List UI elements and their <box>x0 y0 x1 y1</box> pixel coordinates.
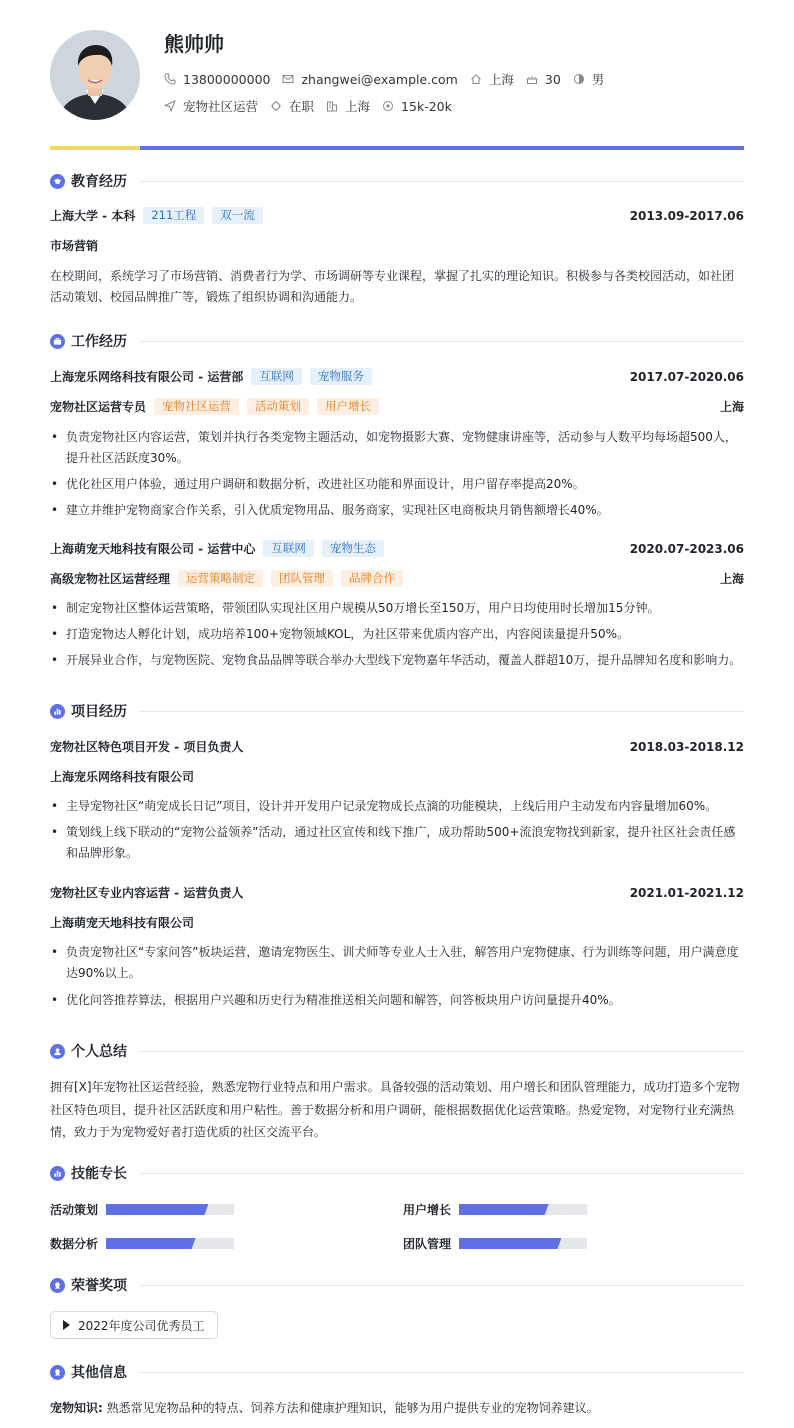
work-bullet: • 打造宠物达人孵化计划，成功培养100+宠物领域KOL，为社区带来优质内容产出，内容阅读量提升50%。 <box>50 624 744 645</box>
role-tag: 运营策略制定 <box>178 570 263 587</box>
age-text: 30 <box>544 71 561 87</box>
work-bullet: • 开展异业合作，与宠物医院、宠物食品品牌等联合举办大型线下宠物嘉年华活动，覆盖人群超10万，提升品牌知名度和影响力。 <box>50 650 744 671</box>
target-position-text: 宠物社区运营 <box>183 99 259 114</box>
skill-level-fill <box>459 1204 549 1215</box>
skills-chart-icon <box>50 1166 65 1181</box>
skill-name: 数据分析 <box>50 1237 99 1251</box>
summary-section-header <box>50 1041 744 1061</box>
age-item <box>526 72 561 87</box>
accent-bar-yellow <box>50 146 140 150</box>
target-city-text: 上海 <box>345 99 371 114</box>
other-section-title: 其他信息 <box>71 1365 127 1381</box>
user-icon <box>50 1044 65 1059</box>
award-item[interactable] <box>50 1311 218 1339</box>
project-bullet: • 主导宠物社区“萌宠成长日记”项目，设计并开发用户记录宠物成长点滴的功能模块，上线后用户主动发布内容量增加60%。 <box>50 796 744 817</box>
other-section-header <box>50 1362 744 1382</box>
skill-level-fill <box>106 1238 196 1249</box>
summary-section-title: 个人总结 <box>71 1044 127 1060</box>
skill-item <box>403 1235 587 1252</box>
role-tag: 品牌合作 <box>341 570 403 587</box>
work-entry-header <box>50 368 744 385</box>
role-tag: 用户增长 <box>317 398 379 415</box>
skill-name: 团队管理 <box>403 1237 452 1251</box>
education-section-header <box>50 171 744 191</box>
company-tag: 互联网 <box>251 368 302 385</box>
company-tag: 宠物服务 <box>310 368 372 385</box>
project-bullet: • 负责宠物社区“专家问答”板块运营，邀请宠物医生、训犬师等专业人士入驻，解答用户宠物健康、行为训练等问题，用户满意度达90%以上。 <box>50 942 744 984</box>
home-icon <box>470 73 482 85</box>
work-bullet: • 制定宠物社区整体运营策略，带领团队实现社区用户规模从50万增长至150万，用户日均使用时长增加15分钟。 <box>50 598 744 619</box>
work-section-header <box>50 331 744 351</box>
skill-level-fill <box>459 1238 561 1249</box>
project-company: 上海萌宠天地科技有限公司 <box>50 916 195 930</box>
salary-icon <box>382 100 394 112</box>
section-divider <box>139 1051 744 1052</box>
work-role-row <box>50 398 744 415</box>
email-item <box>282 72 457 87</box>
skill-name: 用户增长 <box>403 1203 452 1217</box>
education-section-title: 教育经历 <box>71 174 127 190</box>
gender-icon <box>573 73 585 85</box>
company-tag: 互联网 <box>263 540 314 557</box>
school-tag: 双一流 <box>212 207 263 224</box>
contact-info-row <box>164 70 616 88</box>
skill-level-bar <box>106 1238 234 1249</box>
bar-chart-icon <box>50 704 65 719</box>
cake-icon <box>526 73 538 85</box>
section-divider <box>139 1173 744 1174</box>
skill-name: 活动策划 <box>50 1203 99 1217</box>
salary-item <box>382 99 452 114</box>
skill-item <box>50 1201 234 1218</box>
role-name: 宠物社区运营专员 <box>50 400 147 414</box>
salary-text: 15k-20k <box>401 98 452 114</box>
project-company-row <box>50 914 744 931</box>
education-description: 在校期间，系统学习了市场营销、消费者行为学、市场调研等专业课程，掌握了扎实的理论知识。积极参与各类校园活动，如社团活动策划、校园品牌推广等，锻炼了组织协调和沟通能力。 <box>50 269 735 304</box>
briefcase-icon <box>50 334 65 349</box>
projects-section-title: 项目经历 <box>71 704 127 720</box>
skill-level-fill <box>106 1204 208 1215</box>
company-name: 上海宠乐网络科技有限公司 - 运营部 <box>50 370 244 384</box>
phone-text[interactable]: 13800000000 <box>183 71 271 87</box>
status-icon <box>270 100 282 112</box>
avatar <box>50 30 140 120</box>
company-tag: 宠物生态 <box>322 540 384 557</box>
project-title: 宠物社区特色项目开发 - 项目负责人 <box>50 740 244 754</box>
info-icon <box>50 1365 65 1380</box>
school-name: 上海大学 - 本科 <box>50 209 136 223</box>
medal-icon <box>50 1278 65 1293</box>
project-date: 2018.03-2018.12 <box>629 739 744 754</box>
project-title: 宠物社区专业内容运营 - 运营负责人 <box>50 886 244 900</box>
project-company: 上海宠乐网络科技有限公司 <box>50 770 195 784</box>
major-name: 市场营销 <box>50 239 99 253</box>
projects-section-header <box>50 701 744 721</box>
gender-item <box>573 70 605 88</box>
skill-level-bar <box>106 1204 234 1215</box>
role-tag: 宠物社区运营 <box>154 398 239 415</box>
skill-item <box>50 1235 234 1252</box>
avatar-photo <box>50 30 140 120</box>
work-date: 2017.07-2020.06 <box>629 369 744 384</box>
skills-section-header <box>50 1163 744 1183</box>
section-divider <box>139 1372 744 1373</box>
candidate-name: 熊帅帅 <box>164 32 224 56</box>
section-divider <box>139 341 744 342</box>
other-info-text: 熟悉常见宠物品种的特点、饲养方法和健康护理知识，能够为用户提供专业的宠物饲养建议。 <box>106 1401 599 1415</box>
gender-text: 男 <box>591 72 605 87</box>
education-date: 2013.09-2017.06 <box>629 208 744 223</box>
skill-item <box>403 1201 587 1218</box>
project-entry-header <box>50 738 744 755</box>
project-bullet: • 优化问答推荐算法，根据用户兴趣和历史行为精准推送相关问题和解答，问答板块用户访问量提升40%。 <box>50 990 744 1011</box>
job-intent-row <box>164 97 464 115</box>
skills-section-title: 技能专长 <box>71 1166 127 1182</box>
section-divider <box>139 1285 744 1286</box>
target-city-item <box>326 97 370 115</box>
phone-icon <box>164 73 176 85</box>
send-icon <box>164 100 176 112</box>
target-position-item <box>164 97 258 115</box>
mail-icon <box>282 73 294 85</box>
phone-item <box>164 72 270 87</box>
project-date: 2021.01-2021.12 <box>629 885 744 900</box>
major-row <box>50 237 744 254</box>
work-section-title: 工作经历 <box>71 334 127 350</box>
other-info-row <box>50 1398 744 1419</box>
awards-section-header <box>50 1275 744 1295</box>
skill-level-bar <box>459 1238 587 1249</box>
skill-level-bar <box>459 1204 587 1215</box>
play-triangle-icon <box>63 1320 70 1330</box>
section-divider <box>139 181 744 182</box>
summary-text: 拥有[X]年宠物社区运营经验，熟悉宠物行业特点和用户需求。具备较强的活动策划、用户增长和团队管理能力，成功打造多个宠物社区特色项目，提升社区活跃度和用户粘性。善于数据分析和用户调研，能根据数据优化运营策略。热爱宠物，对宠物行业充满热情，致力于为宠物爱好者打造优质的社区交流平台。 <box>50 1080 740 1139</box>
project-company-row <box>50 768 744 785</box>
role-name: 高级宠物社区运营经理 <box>50 572 171 586</box>
section-divider <box>139 711 744 712</box>
project-bullet: • 策划线上线下联动的“宠物公益领养”活动，通过社区宣传和线下推广，成功帮助500+流浪宠物找到新家，提升社区社会责任感和品牌形象。 <box>50 822 744 864</box>
work-city: 上海 <box>719 572 744 586</box>
graduation-cap-icon <box>50 174 65 189</box>
school-tag: 211工程 <box>143 207 204 224</box>
project-entry-header <box>50 884 744 901</box>
other-info-label: 宠物知识: <box>50 1401 103 1415</box>
role-tag: 活动策划 <box>247 398 309 415</box>
building-icon <box>326 100 338 112</box>
work-bullet: • 负责宠物社区内容运营，策划并执行各类宠物主题活动，如宠物摄影大赛、宠物健康讲座等，活动参与人数平均每场超500人，提升社区活跃度30%。 <box>50 427 744 469</box>
work-date: 2020.07-2023.06 <box>629 541 744 556</box>
education-entry-header <box>50 207 744 224</box>
work-role-row <box>50 570 744 587</box>
work-bullet: • 优化社区用户体验，通过用户调研和数据分析，改进社区功能和界面设计，用户留存率提高20%。 <box>50 474 744 495</box>
work-entry-header <box>50 540 744 557</box>
work-city: 上海 <box>719 400 744 414</box>
location-item <box>470 70 514 88</box>
accent-bar-blue <box>140 146 744 150</box>
status-text: 在职 <box>289 99 315 114</box>
role-tag: 团队管理 <box>271 570 333 587</box>
awards-section-title: 荣誉奖项 <box>71 1278 127 1294</box>
status-item <box>270 97 314 115</box>
location-text: 上海 <box>488 72 514 87</box>
work-bullet: • 建立并维护宠物商家合作关系，引入优质宠物用品、服务商家，实现社区电商板块月销售额增长40%。 <box>50 500 744 521</box>
award-text: 2022年度公司优秀员工 <box>78 1318 205 1333</box>
company-name: 上海萌宠天地科技有限公司 - 运营中心 <box>50 542 256 556</box>
email-text[interactable]: zhangwei@example.com <box>301 71 458 87</box>
